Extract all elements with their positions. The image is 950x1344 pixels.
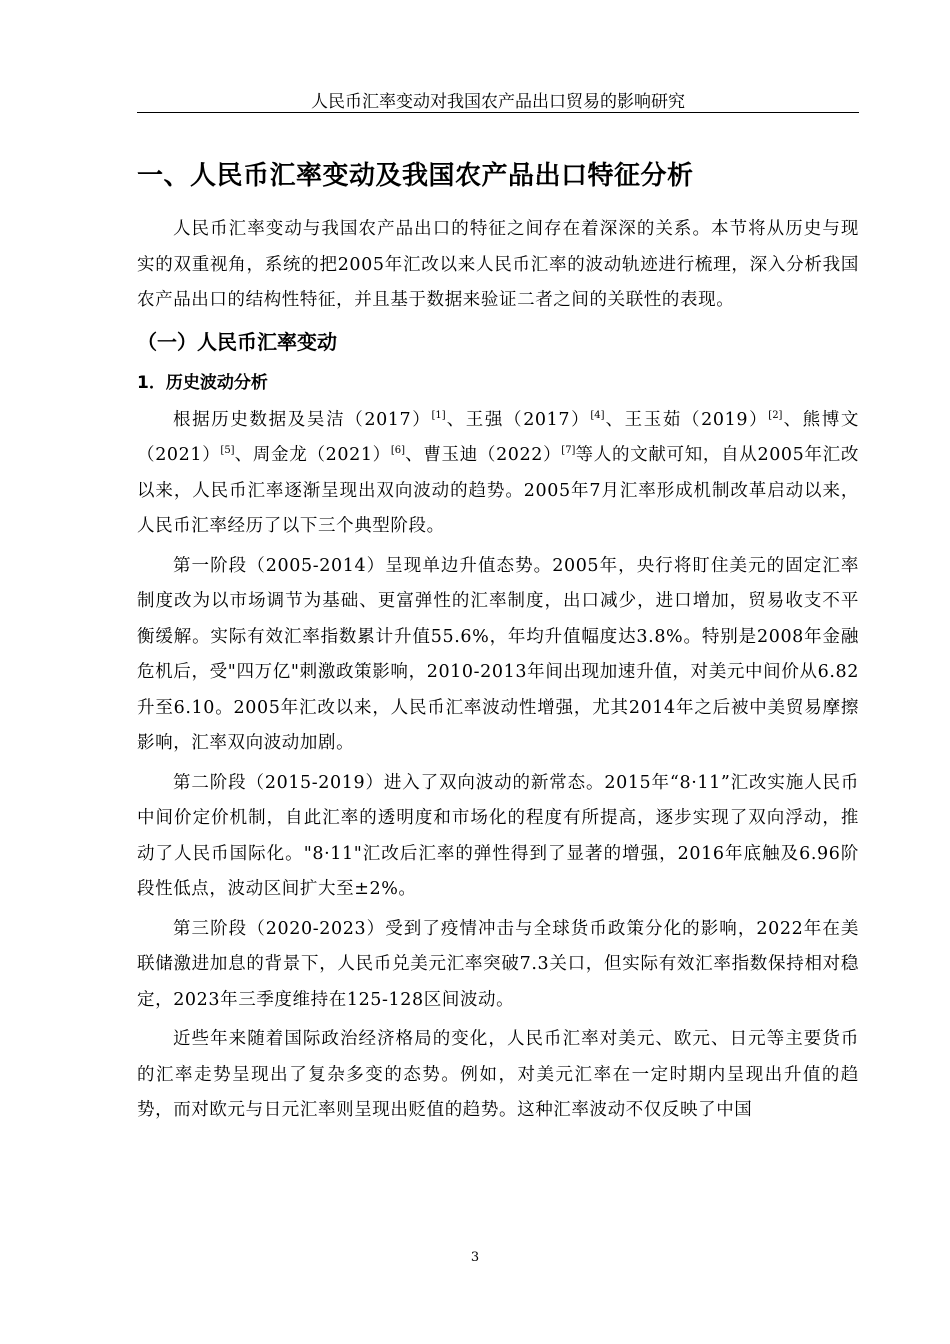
body-paragraph-recent: 近些年来随着国际政治经济格局的变化，人民币汇率对美元、欧元、日元等主要货币的汇率走势呈现出了复杂多变的态势。例如，对美元汇率在一定时期内呈现出升值的趋势，而对欧元与日元汇率则呈现出贬值的趋势。这种汇率波动不仅反映了中国 (137, 1029, 859, 1120)
page-number: 3 (470, 1250, 480, 1265)
running-header: 人民币汇率变动对我国农产品出口贸易的影响研究 (311, 92, 685, 112)
citation-text: 、曹玉迪（2022） (405, 445, 562, 465)
citation-paragraph (137, 403, 859, 545)
intro-paragraph: 人民币汇率变动与我国农产品出口的特征之间存在着深深的关系。本节将从历史与现实的双重视角，系统的把2005年汇改以来人民币汇率的波动轨迹进行梳理，深入分析我国农产品出口的结构性特征，并且基于数据来验证二者之间的关联性的表现。 (137, 219, 859, 310)
header-rule (137, 112, 859, 113)
reference-marker: [5] (220, 445, 235, 457)
body-paragraph-stage-1: 第一阶段（2005-2014）呈现单边升值态势。2005年，央行将盯住美元的固定汇率制度改为以市场调节为基础、更富弹性的汇率制度，出口减少，进口增加，贸易收支不平衡缓解。实际有效汇率指数累计升值55.6%，年均升值幅度达3.8%。特别是2008年金融危机后，受"四万亿"刺激政策影响，2010-2013年间出现加速升值，对美元中间价从6.82升至6.10。2005年汇改以来，人民币汇率波动性增强，尤其2014年之后被中美贸易摩擦影响，汇率双向波动加剧。 (137, 555, 859, 753)
body-paragraph-stage-2: 第二阶段（2015-2019）进入了双向波动的新常态。2015年“8·11”汇改实施人民币中间价定价机制，自此汇率的透明度和市场化的程度有所提高，逐步实现了双向浮动，推动了人民币国际化。"8·11"汇改后汇率的弹性得到了显著的增强，2016年底触及6.96阶段性低点，波动区间扩大至±2%。 (137, 772, 859, 899)
reference-marker: [6] (390, 445, 406, 457)
citation-text: 、王强（2017） (445, 409, 591, 430)
body-paragraph-stage-3: 第三阶段（2020-2023）受到了疫情冲击与全球货币政策分化的影响，2022年在美联储激进加息的背景下，人民币兑美元汇率突破7.3关口，但实际有效汇率指数保持相对稳定，2023年三季度维持在125-128区间波动。 (137, 918, 859, 1010)
subsubsection-heading: 1．历史波动分析 (137, 372, 268, 393)
reference-marker: [4] (590, 409, 605, 421)
citation-text: 、王玉茹（2019） (604, 409, 769, 430)
citation-text: 、周金龙（2021） (234, 445, 391, 465)
subsection-heading: （一）人民币汇率变动 (137, 329, 337, 354)
section-heading: 一、人民币汇率变动及我国农产品出口特征分析 (137, 161, 694, 191)
reference-marker: [1] (431, 409, 446, 421)
citation-text: 、熊博文（2021） (137, 409, 860, 465)
citation-text: 等人的文献可知，自从2005年汇改以来，人民币汇率逐渐呈现出双向波动的趋势。2005年7月汇率形成机制改革启动以来，人民币汇率经历了以下三个典型阶段。 (137, 445, 859, 536)
reference-marker: [2] (768, 409, 783, 421)
citation-text: 根据历史数据及吴洁（2017） (173, 409, 432, 430)
page-body (137, 150, 859, 1133)
reference-marker: [7] (561, 445, 576, 457)
